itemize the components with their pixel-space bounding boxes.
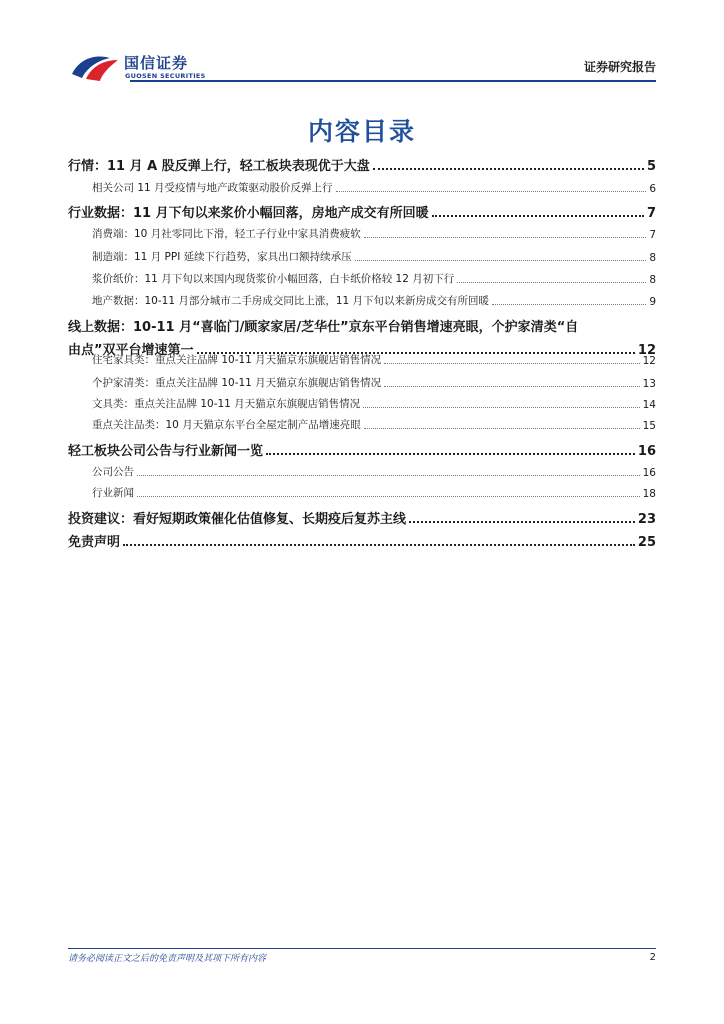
guosen-logo: [70, 50, 210, 84]
toc-entry-page: 23: [637, 512, 656, 527]
toc-entry-level2[interactable]: [92, 417, 656, 432]
toc-entry-level2[interactable]: [92, 226, 656, 241]
report-type-label: 证券研究报告: [583, 60, 656, 74]
guosen-logo-icon: [70, 52, 120, 82]
toc-dot-leader: [123, 544, 635, 546]
toc-dot-leader: [492, 304, 646, 305]
toc-dot-leader: [336, 191, 647, 192]
toc-entry-level1[interactable]: [68, 155, 656, 174]
toc-dot-leader: [364, 428, 640, 429]
toc-entry-level1[interactable]: [68, 531, 656, 550]
toc-entry-page: 25: [637, 535, 656, 550]
toc-entry-page: 6: [649, 183, 656, 195]
toc-entry-page: 9: [649, 296, 656, 308]
toc-entry-label: 相关公司 11 月受疫情与地产政策驱动股价反弹上行: [92, 182, 333, 194]
toc-entry-label: 由点”双平台增速第一: [68, 343, 194, 358]
toc-entry-level2[interactable]: [92, 352, 656, 367]
logo-english-name: GUOSEN SECURITIES: [125, 72, 206, 80]
footer-disclaimer: 请务必阅读正文之后的免责声明及其项下所有内容: [68, 954, 267, 964]
toc-dot-leader: [457, 282, 646, 283]
toc-entry-level1[interactable]: [68, 440, 656, 459]
toc-entry-page: 12: [637, 343, 656, 358]
toc-entry-level1[interactable]: [68, 202, 656, 221]
toc-dot-leader: [432, 215, 644, 217]
toc-entry-label: 地产数据：10-11 月部分城市二手房成交同比上涨，11 月下旬以来新房成交有所回暖: [92, 295, 490, 307]
toc-entry-label: 个护家清类：重点关注品牌 10-11 月天猫京东旗舰店销售情况: [92, 377, 382, 389]
toc-entry-page: 15: [642, 420, 656, 432]
toc-entry-label: 文具类：重点关注品牌 10-11 月天猫京东旗舰店销售情况: [92, 398, 361, 410]
toc-entry-level2[interactable]: [92, 464, 656, 479]
footer-divider: [68, 948, 656, 949]
toc-dot-leader: [266, 453, 635, 455]
toc-entry-page: 14: [642, 399, 656, 411]
logo-chinese-name: 国信证券: [124, 54, 189, 72]
toc-entry-label: 制造端：11 月 PPI 延续下行趋势，家具出口额持续承压: [92, 251, 352, 263]
toc-entry-label: 行业新闻: [92, 487, 134, 499]
toc-entry-level2[interactable]: [92, 249, 656, 264]
toc-dot-leader: [363, 407, 639, 408]
toc-entry-label: 消费端：10 月社零同比下滑，轻工子行业中家具消费疲软: [92, 228, 361, 240]
toc-dot-leader: [373, 168, 644, 170]
toc-entry-label: 重点关注品类：10 月天猫京东平台全屋定制产品增速亮眼: [92, 419, 361, 431]
toc-entry-label: 住宅家具类：重点关注品牌 10-11 月天猫京东旗舰店销售情况: [92, 354, 382, 366]
toc-entry-page: 12: [642, 355, 656, 367]
toc-entry-page: 5: [646, 159, 656, 174]
toc-entry-level1[interactable]: [68, 508, 656, 527]
toc-dot-leader: [137, 496, 640, 497]
toc-entry-label: 浆价纸价：11 月下旬以来国内现货浆价小幅回落，白卡纸价格较 12 月初下行: [92, 273, 455, 285]
toc-entry-level2[interactable]: [92, 271, 656, 286]
toc-entry-page: 8: [649, 252, 656, 264]
toc-entry-level2[interactable]: [92, 485, 656, 500]
page-header: [0, 0, 724, 90]
toc-entry-page: 16: [637, 444, 656, 459]
toc-entry-level2[interactable]: [92, 293, 656, 308]
header-divider: [130, 80, 656, 82]
page-number: 2: [649, 952, 656, 963]
toc-dot-leader: [355, 260, 647, 261]
toc-title: 内容目录: [307, 117, 416, 146]
toc-entry-page: 7: [646, 206, 656, 221]
toc-dot-leader: [384, 386, 639, 387]
toc-dot-leader: [384, 363, 639, 364]
toc-entry-level2[interactable]: [92, 375, 656, 390]
toc-entry-label: 行情：11 月 A 股反弹上行，轻工板块表现优于大盘: [68, 159, 370, 174]
toc-entry-label: 免责声明: [68, 535, 121, 550]
toc-dot-leader: [409, 521, 635, 523]
toc-entry-label: 公司公告: [92, 466, 134, 478]
toc-entry-level2[interactable]: [92, 396, 656, 411]
toc-entry-label: 轻工板块公司公告与行业新闻一览: [68, 444, 264, 459]
toc-entry-label: 线上数据：10-11 月“喜临门/顾家家居/芝华仕”京东平台销售增速亮眼，个护家清类“自: [68, 320, 579, 335]
toc-entry-label: 投资建议：看好短期政策催化估值修复、长期疫后复苏主线: [68, 512, 407, 527]
toc-entry-page: 16: [642, 467, 656, 479]
toc-entry-level2[interactable]: [92, 180, 656, 195]
toc-dot-leader: [137, 475, 640, 476]
toc-entry-page: 13: [642, 378, 656, 390]
toc-entry-page: 8: [649, 274, 656, 286]
toc-entry-page: 18: [642, 488, 656, 500]
toc-dot-leader: [364, 237, 647, 238]
toc-entry-page: 7: [649, 229, 656, 241]
toc-entry-label: 行业数据：11 月下旬以来浆价小幅回落，房地产成交有所回暖: [68, 206, 429, 221]
